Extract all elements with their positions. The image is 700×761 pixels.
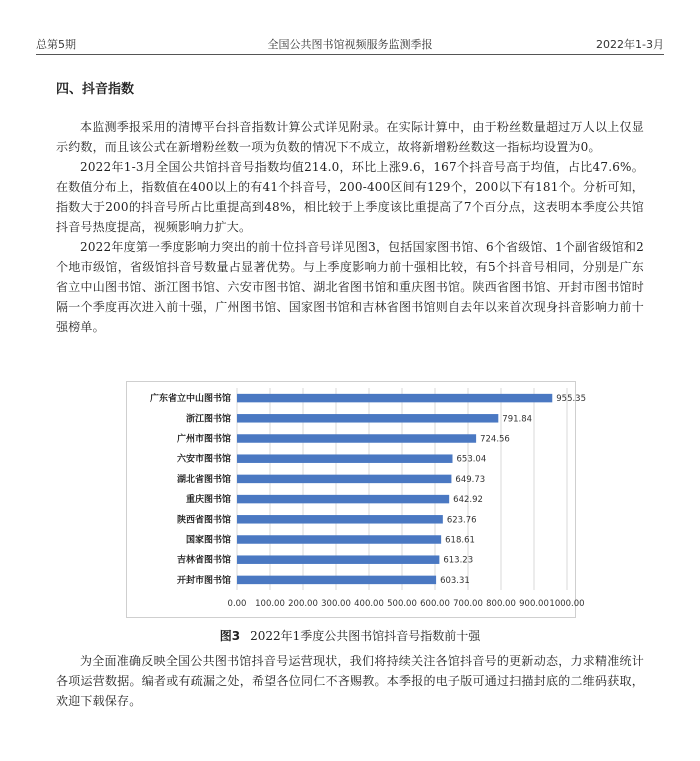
paragraph: 2022年1-3月全国公共馆抖音号指数均值214.0，环比上涨9.6，167个抖音号高于均值，占比47.6%。在数值分布上，指数值在400以上的有41个抖音号，200-400区间有129个，200以下有181个。分析可知，指数大于200的抖音号所占比重提高到48%，相比较于上季度该比重提高了7个百分点，这表明本季度公共馆抖音号热度提高，视频影响力扩大。: [56, 160, 644, 234]
figure-caption: [0, 627, 700, 644]
x-tick-label: 900.00: [519, 599, 549, 609]
bar: [237, 454, 453, 462]
category-label: 湖北省图书馆: [176, 474, 231, 485]
category-label: 重庆图书馆: [185, 495, 231, 506]
x-tick-label: 0.00: [227, 599, 247, 609]
x-tick-label: 800.00: [486, 599, 516, 609]
report-title: 全国公共图书馆视频服务监测季报: [267, 38, 433, 51]
value-label: 642.92: [453, 495, 483, 506]
page-header: [36, 36, 664, 55]
paragraph: 本监测季报采用的清博平台抖音指数计算公式详见附录。在实际计算中，由于粉丝数量超过万人以上仅显示约数，而且该公式在新增粉丝数一项为负数的情况下不成立，故将新增粉丝数这一指标均设置为0。: [56, 120, 644, 154]
category-label: 开封市图书馆: [176, 575, 231, 586]
body-text-before-figure: [56, 117, 644, 337]
bar: [237, 434, 476, 442]
x-tick-label: 200.00: [288, 599, 318, 609]
body-text-after-figure: [56, 651, 644, 711]
value-label: 649.73: [455, 474, 486, 485]
value-label: 724.56: [480, 434, 510, 445]
x-tick-label: 500.00: [387, 599, 417, 609]
x-tick-label: 400.00: [354, 599, 384, 609]
issue-number: 总第5期: [36, 38, 76, 51]
bar: [237, 535, 441, 543]
value-label: 653.04: [456, 454, 487, 465]
value-label: 618.61: [445, 535, 475, 546]
paragraph: 为全面准确反映全国公共图书馆抖音号运营现状，我们将持续关注各馆抖音号的更新动态，力求精准统计各项运营数据。编者或有疏漏之处，希望各位同仁不吝赐教。本季报的电子版可通过扫描封底的二维码获取，欢迎下载保存。: [56, 654, 644, 708]
value-label: 623.76: [446, 515, 477, 526]
section-title: 四、抖音指数: [56, 82, 135, 97]
bar: [237, 555, 439, 563]
x-tick-label: 300.00: [321, 599, 351, 609]
bar: [237, 576, 436, 584]
category-label: 广州市图书馆: [176, 434, 231, 445]
bar: [237, 414, 498, 422]
value-label: 613.23: [443, 555, 474, 566]
figure-number: 图3: [219, 629, 241, 643]
value-label: 603.31: [440, 575, 470, 586]
value-label: 791.84: [502, 414, 533, 425]
bar-chart-svg: [127, 382, 587, 617]
bar: [237, 495, 449, 503]
value-label: 955.35: [556, 394, 587, 405]
paragraph: 2022年度第一季度影响力突出的前十位抖音号详见图3，包括国家图书馆、6个省级馆、1个副省级馆和2个地市级馆，省级馆抖音号数量占显著优势。与上季度影响力前十强相比较，有5个抖音号相同，分别是广东省立中山图书馆、浙江图书馆、六安市图书馆、湖北省图书馆和重庆图书馆。陕西省图书馆、开封市图书馆时隔一个季度再次进入前十强，广州图书馆、国家图书馆和吉林省图书馆则自去年以来首次现身抖音影响力前十强榜单。: [56, 240, 644, 334]
report-period: 2022年1-3月: [596, 38, 664, 51]
figure-caption-text: 2022年1季度公共图书馆抖音号指数前十强: [250, 629, 481, 643]
x-tick-label: 700.00: [453, 599, 483, 609]
category-label: 陕西省图书馆: [176, 515, 231, 526]
bar: [237, 394, 552, 402]
x-tick-label: 600.00: [420, 599, 450, 609]
category-label: 国家图书馆: [185, 535, 231, 546]
category-label: 广东省立中山图书馆: [149, 394, 231, 405]
bar: [237, 515, 443, 523]
x-tick-label: 1000.00: [549, 599, 585, 609]
x-tick-label: 100.00: [255, 599, 285, 609]
category-label: 吉林省图书馆: [176, 555, 231, 566]
bar: [237, 475, 451, 483]
category-label: 六安市图书馆: [176, 454, 231, 465]
bar-chart: [126, 381, 587, 618]
category-label: 浙江图书馆: [185, 414, 231, 425]
